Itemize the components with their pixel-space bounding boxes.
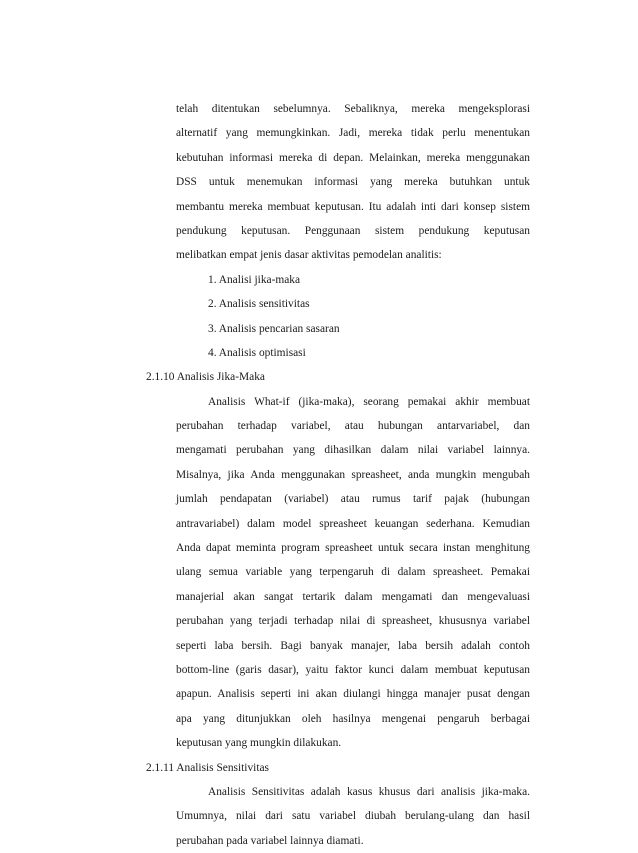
text-line: membantu mereka membuat keputusan. Itu adalah inti dari konsep sistem <box>176 200 530 213</box>
intro-paragraph <box>176 97 530 268</box>
list-item: 2. Analisis sensitivitas <box>208 298 310 311</box>
page-body <box>146 97 530 853</box>
section-sensitivitas <box>146 756 530 853</box>
list-item: 3. Analisis pencarian sasaran <box>208 322 340 335</box>
section-jika-maka <box>146 365 530 755</box>
text-line: Misalnya, jika Anda menggunakan spreasheet, anda mungkin mengubah <box>176 468 530 481</box>
text-line: perubahan yang terjadi terhadap nilai di spreasheet, khususnya variabel <box>176 615 530 628</box>
text-line: ulang semua variable yang terpengaruh di dalam spreasheet. Pemakai <box>176 566 530 579</box>
text-line: Analisis What-if (jika-maka), seorang pemakai akhir membuat <box>208 395 530 408</box>
text-line: perubahan terhadap variabel, atau hubungan antarvariabel, dan <box>176 420 530 433</box>
text-line: keputusan yang mungkin dilakukan. <box>176 737 342 750</box>
text-line: mengamati perubahan yang dihasilkan dalam nilai variabel lainnya. <box>176 444 530 457</box>
text-line: Analisis Sensitivitas adalah kasus khusus dari analisis jika-maka. <box>208 785 530 798</box>
text-line: kebutuhan informasi mereka di depan. Melainkan, mereka menggunakan <box>176 151 530 164</box>
text-line: apa yang ditunjukkan oleh hasilnya mengenai pengaruh berbagai <box>176 712 530 725</box>
text-line: apapun. Analisis seperti ini akan diulangi hingga manajer pusat dengan <box>176 688 530 701</box>
section-heading: 2.1.11 Analisis Sensitivitas <box>146 761 269 774</box>
list-item: 1. Analisi jika-maka <box>208 273 301 286</box>
list-item: 4. Analisis optimisasi <box>208 346 306 359</box>
text-line: perubahan pada variabel lainnya diamati. <box>176 834 364 847</box>
text-line: melibatkan empat jenis dasar aktivitas pemodelan analitis: <box>176 249 442 262</box>
section-heading: 2.1.10 Analisis Jika-Maka <box>146 371 265 384</box>
text-line: jumlah pendapatan (variabel) atau rumus tarif pajak (hubungan <box>176 493 530 506</box>
text-line: antravariabel) dalam model spreasheet keuangan sederhana. Kemudian <box>176 517 530 530</box>
activity-list <box>176 268 530 366</box>
text-line: Umumnya, nilai dari satu variabel diubah berulang-ulang dan hasil <box>176 810 530 823</box>
text-line: telah ditentukan sebelumnya. Sebaliknya, mereka mengeksplorasi <box>176 103 530 115</box>
text-line: alternatif yang memungkinkan. Jadi, mereka tidak perlu menentukan <box>176 127 530 140</box>
text-line: manajerial akan sangat tertarik dalam mengamati dan mengevaluasi <box>176 590 530 603</box>
text-line: bottom-line (garis dasar), yaitu faktor kunci dalam membuat keputusan <box>176 663 530 676</box>
text-line: pendukung keputusan. Penggunaan sistem pendukung keputusan <box>176 224 530 237</box>
text-line: Anda dapat meminta program spreasheet untuk secara instan menghitung <box>176 542 530 555</box>
text-line: DSS untuk menemukan informasi yang mereka butuhkan untuk <box>176 176 530 189</box>
text-line: seperti laba bersih. Bagi banyak manajer, laba bersih adalah contoh <box>176 639 530 652</box>
